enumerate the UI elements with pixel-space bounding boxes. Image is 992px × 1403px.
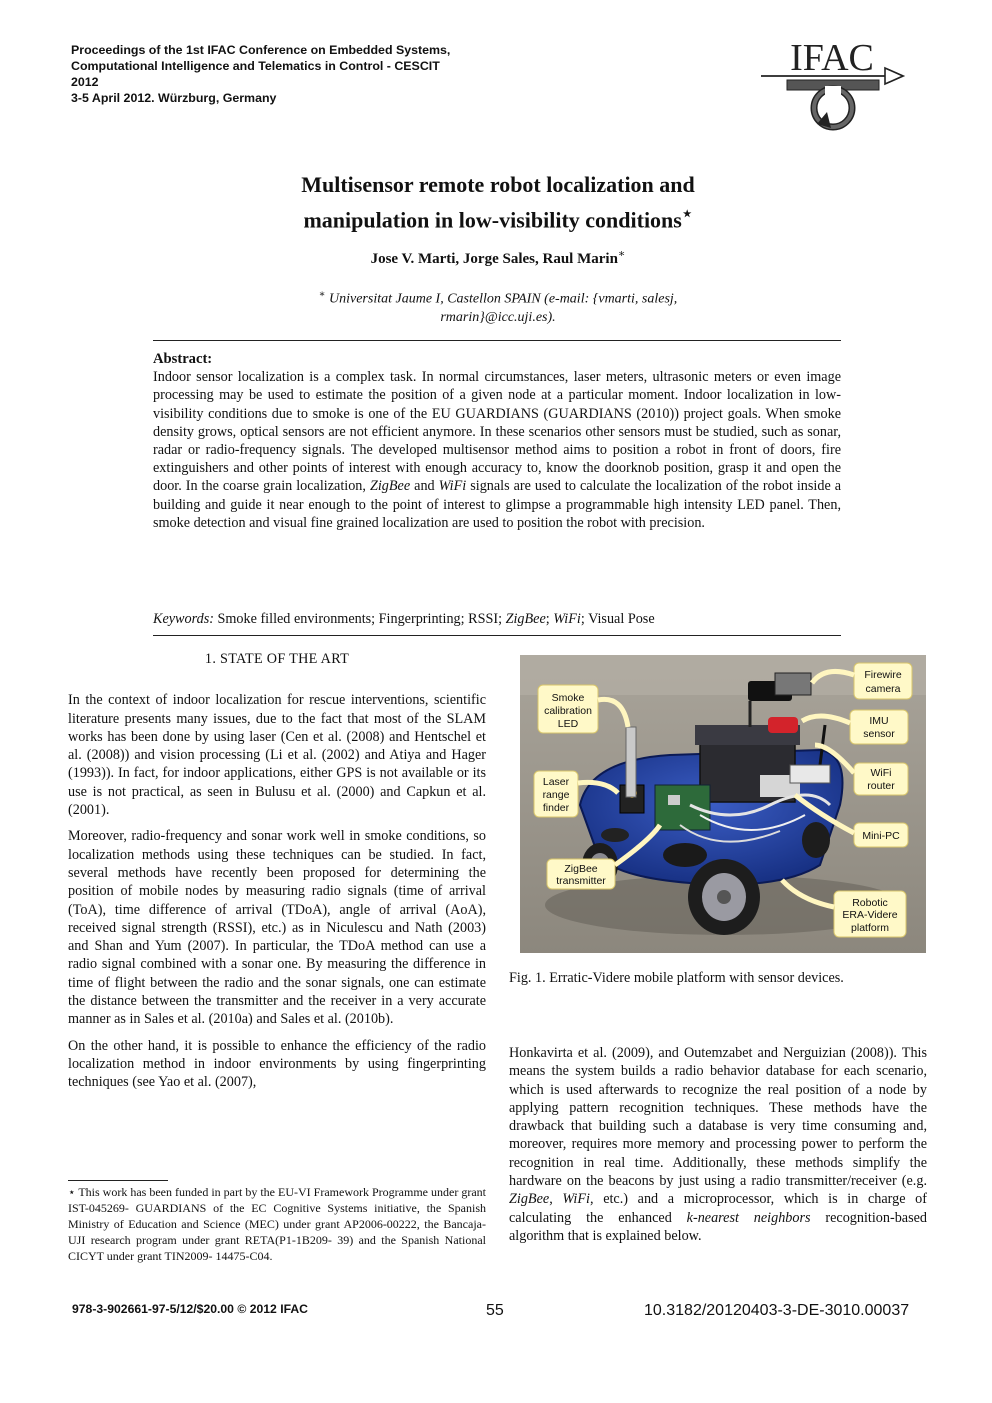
authors-text: Jose V. Marti, Jorge Sales, Raul Marin: [370, 251, 618, 267]
abstract-top-rule: [153, 340, 841, 341]
paragraph: In the context of indoor localization for rescue interventions, scientific literature presents many issues, due to the fact that most of the SLAM works has been done by using laser (Cen et al. (2008) and Hentschel et al. (2008)) and vision processing (Li et al. (2002) and Atiya and Hager (1993)). In fact, for indoor applications, either GPS is not available or its use is not practical, as seen in Bulusu et al. (2000) and Capkun et al. (2001).: [68, 692, 486, 819]
svg-text:sensor: sensor: [863, 728, 895, 740]
affiliation-line-1: Universitat Jaume I, Castellon SPAIN (e-mail: {vmarti, salesj,: [329, 291, 678, 307]
abstract-term-wifi: WiFi: [438, 478, 467, 495]
keyword-separator: ;: [545, 611, 550, 627]
paper-title: [150, 170, 846, 234]
right-term-zigbee: ZigBee: [509, 1191, 550, 1208]
title-line-1: Multisensor remote robot localization and: [301, 172, 695, 197]
proceedings-line: Computational Intelligence and Telematics in Control - CESCIT: [71, 59, 440, 73]
proceedings-header: [71, 42, 511, 106]
abstract-text-2: signals are used to calculate the localization of the robot inside a building and guide it near enough to the point of interest to glimpse a programmable high intensity LED panel. Then, smoke detection and visual fine grained localization are used to position the robot with precision.: [153, 478, 842, 531]
keywords-label: Keywords:: [153, 611, 214, 627]
svg-text:finder: finder: [542, 802, 570, 814]
svg-text:range: range: [542, 789, 570, 801]
keywords-block: [153, 610, 841, 628]
right-column: [509, 1044, 927, 1245]
paragraph: Moreover, radio-frequency and sonar work well in smoke conditions, so localization methods using these techniques can be studied. In fact, several methods have recently been proposed for determining the position of mobile nodes by measuring radio signals (time of arrival (ToA), time difference of arrival (TDoA), angle of arrival (AoA), received signal strength (RSSI), etc.) as in Niculescu and Nath (2003) and Shan and Yum (2007). In particular, the TDoA method can use a radio signal combined with a sonar one. By measuring the difference in time of flight between the radio and the sonar signals, one can estimate the distance between the transmitter and the receiver in a very accurate manner as in Sales et al. (2010a) and Sales et al. (2010b).: [68, 828, 486, 1028]
robot-figure: [520, 655, 926, 953]
left-column: [68, 650, 486, 1100]
title-footnote-marker: ⋆: [681, 204, 693, 223]
right-comma: ,: [549, 1191, 553, 1208]
right-text-1: Honkavirta et al. (2009), and Outemzabet and Nerguizian (2008)). This means the system builds a radio behavior database for each scenario, which is used afterwards to recognize the real position of a node by applying pattern recognition techniques. These methods have the drawback that building such a database is very time consuming and, moreover, requires more memory and processing power to perform the recognition in real time. Additionally, these methods simplify the hardware on the beacons by just using a radio transmitter/receiver (e.g.: [509, 1045, 927, 1190]
svg-text:Laser: Laser: [542, 776, 570, 788]
footnote-marker: ⋆: [68, 1185, 76, 1199]
svg-text:router: router: [867, 780, 895, 792]
author-list: [150, 247, 846, 268]
svg-text:camera: camera: [865, 683, 901, 695]
imu-shape: [768, 717, 798, 733]
right-text-2: , etc.) and a microprocessor, which is in charge of calculating the enhanced: [509, 1191, 927, 1226]
svg-text:platform: platform: [851, 922, 889, 934]
svg-text:calibration: calibration: [544, 705, 592, 717]
footer-isbn: 978-3-902661-97-5/12/$20.00 © 2012 IFAC: [72, 1302, 308, 1316]
keyword-zigbee: ZigBee: [505, 611, 546, 627]
figure-caption: Fig. 1. Erratic-Videre mobile platform with sensor devices.: [509, 970, 844, 986]
keyword-wifi: WiFi: [553, 611, 581, 627]
proceedings-line: Proceedings of the 1st IFAC Conference on Embedded Systems,: [71, 43, 451, 57]
keywords-text-1: Smoke filled environments; Fingerprinting; RSSI;: [217, 611, 503, 627]
abstract-block: [153, 350, 841, 532]
page-number: 55: [486, 1302, 504, 1319]
footer-doi: 10.3182/20120403-3-DE-3010.00037: [644, 1302, 910, 1319]
proceedings-line: 2012: [71, 75, 99, 89]
abstract-term-zigbee: ZigBee: [369, 478, 411, 495]
affiliation-marker: ∗: [318, 289, 326, 300]
svg-text:Robotic: Robotic: [852, 897, 888, 909]
footnote-text: This work has been funded in part by the EU-VI Framework Programme under grant IST-045269- GUARDIANS of the EC Cognitive Systems initiative, the Spanish Ministry of Education and Science (MEC) under grant AP2006-00222, the Bancaja-UJI research program under grant RETA(P1-1B209- 39) and the Spanish National CICYT under grant TIN2009- 14475-C04.: [68, 1185, 486, 1264]
keywords-text-2: ; Visual Pose: [580, 611, 655, 627]
svg-text:Firewire: Firewire: [864, 669, 902, 681]
section-heading: 1. STATE OF THE ART: [204, 651, 350, 667]
right-text-3: recognition-based algorithm that is explained below.: [509, 1209, 928, 1244]
right-term-wifi: WiFi: [562, 1191, 590, 1208]
right-term-knn: k-nearest neighbors: [686, 1209, 811, 1226]
svg-text:ERA-Videre: ERA-Videre: [842, 909, 898, 921]
svg-text:ZigBee: ZigBee: [564, 863, 598, 875]
abstract-and: and: [414, 478, 435, 495]
svg-text:Smoke: Smoke: [551, 692, 585, 704]
affiliation: [220, 286, 776, 327]
abstract-text-1: Indoor sensor localization is a complex task. In normal circumstances, laser meters, ultrasonic meters or even image processing may be used to estimate the position of a given node at a particular moment. Indoor localization in low-visibility conditions due to smoke is one of the EU GUARDIANS (GUARDIANS (2010)) project goals. When smoke density grows, optical sensors are not efficient anymore. In these scenarios other sensors must be studied, such as sonar, radar or radio-frequency signals. The developed multisensor method aims to position a robot in front of doors, fire extinguishers and other points of interest with enough accuracy to, know the doorknob position, grasp it and open the door. In the coarse grain localization,: [153, 369, 841, 495]
paragraph: On the other hand, it is possible to enhance the efficiency of the radio localization method in indoor environments by using fingerprinting techniques (see Yao et al. (2007),: [68, 1037, 486, 1091]
ifac-logo-text: IFAC: [790, 37, 874, 79]
proceedings-line: 3-5 April 2012. Würzburg, Germany: [71, 91, 277, 105]
svg-text:IMU: IMU: [869, 715, 889, 727]
affiliation-line-2: rmarin}@icc.uji.es).: [440, 309, 556, 325]
abstract-heading: Abstract:: [153, 351, 213, 367]
svg-text:LED: LED: [557, 718, 579, 730]
footnote-rule: [68, 1180, 168, 1181]
funding-footnote: [68, 1184, 486, 1264]
svg-text:transmitter: transmitter: [556, 875, 606, 887]
author-affiliation-marker: ∗: [617, 248, 626, 260]
abstract-bottom-rule: [153, 635, 841, 636]
paragraph: [509, 1044, 927, 1245]
svg-text:WiFi: WiFi: [870, 767, 892, 779]
title-line-2: manipulation in low-visibility conditions: [303, 207, 682, 233]
svg-text:Mini-PC: Mini-PC: [862, 830, 900, 842]
ifac-logo: [757, 36, 907, 136]
